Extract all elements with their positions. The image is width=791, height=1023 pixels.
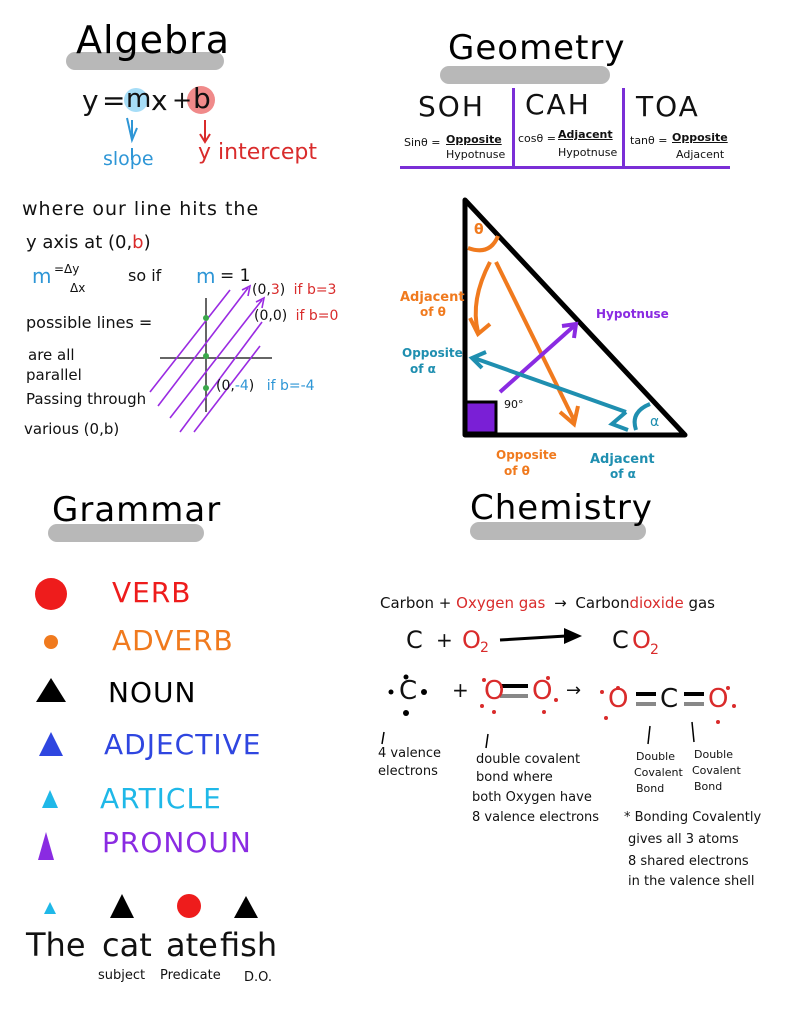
double-bond-line4: 8 valence electrons <box>472 810 600 825</box>
legend-pronoun: PRONOUN <box>102 826 252 859</box>
dcb2-line3: Bond <box>694 780 723 793</box>
slope-label: slope <box>103 148 154 170</box>
adjacent-alpha-2: of α <box>610 467 636 481</box>
eq-oxygen-sub: 2 <box>480 640 489 656</box>
eq-plus: + <box>172 86 193 114</box>
double-bond-line1: double covalent <box>476 752 581 767</box>
opposite-theta-2: of θ <box>504 464 530 478</box>
eq-carbon: C <box>406 626 423 654</box>
pt3-b: -4 <box>234 378 249 394</box>
dcb1-line2: Covalent <box>634 766 683 779</box>
pt2-text: (0,0) <box>254 308 288 324</box>
algebra-note-line1: where our line hits the <box>22 198 260 220</box>
sentence-word-fish: fish <box>220 926 278 964</box>
eq-equals: = <box>102 84 126 117</box>
predicate-label: Predicate <box>160 968 221 983</box>
algebra-title: Algebra <box>76 18 231 62</box>
pt2-if: if b=0 <box>295 308 339 324</box>
m-frac-bottom: Δx <box>70 281 86 295</box>
toa-head: TOA <box>636 90 700 123</box>
hypotnuse-label: Hypotnuse <box>596 307 669 321</box>
note-text: y axis at (0, <box>26 232 133 253</box>
note-b: b <box>132 232 144 253</box>
sentence-word-ate: ate <box>166 926 218 964</box>
lewis-oxygen-1: O <box>484 676 505 706</box>
theta-label: θ <box>474 222 484 238</box>
chemistry-title: Chemistry <box>470 488 653 528</box>
bonding-note-1: * Bonding Covalently <box>624 810 762 825</box>
opposite-alpha-1: Opposite <box>402 346 463 360</box>
m-eq-label: m <box>196 264 216 288</box>
rx-carbon2: Carbon <box>575 594 630 612</box>
m-label: m <box>32 264 52 288</box>
lewis-arrow: → <box>566 680 582 701</box>
eq-x: x <box>151 84 168 117</box>
opposite-theta-1: Opposite <box>496 448 557 462</box>
right-angle-label: 90° <box>504 398 524 411</box>
pt1-text: (0, <box>252 282 271 298</box>
sentence-word-cat: cat <box>102 926 152 964</box>
bonding-note-3: 8 shared electrons <box>628 854 749 869</box>
eq-plus-sign: + <box>436 628 453 652</box>
double-bond-line3: both Oxygen have <box>472 790 592 805</box>
grammar-title: Grammar <box>52 490 222 530</box>
toa-fn: tanθ = <box>630 134 668 147</box>
pt3-text: (0, <box>216 378 235 394</box>
cah-head: CAH <box>525 88 591 121</box>
soh-den: Hypotnuse <box>446 148 506 161</box>
toa-den: Adjacent <box>676 148 725 161</box>
soh-num: Opposite <box>446 133 502 146</box>
legend-noun: NOUN <box>108 676 197 709</box>
so-if-text: so if <box>128 266 162 285</box>
cah-num: Adjacent <box>558 128 613 141</box>
dcb2-line1: Double <box>694 748 733 761</box>
valence-line1: 4 valence <box>378 746 442 761</box>
valence-line2: electrons <box>378 764 438 779</box>
cah-fn: cosθ = <box>518 132 556 145</box>
geometry-title: Geometry <box>448 28 626 68</box>
adjacent-theta-1: Adjacent <box>400 290 465 305</box>
bonding-note-2: gives all 3 atoms <box>628 832 739 847</box>
pt3-if: if b=-4 <box>266 378 315 394</box>
legend-adjective: ADJECTIVE <box>104 728 262 761</box>
eq-m: m <box>126 84 152 114</box>
possible-lines-text: possible lines = <box>26 313 153 332</box>
pt1-close: ) <box>279 282 286 298</box>
eq-y: y <box>82 84 99 117</box>
direct-object-label: D.O. <box>244 970 272 985</box>
soh-fn: Sinθ = <box>404 136 441 149</box>
eq-co2-carbon: C <box>612 626 629 654</box>
eq-co2-oxygen: O <box>632 626 651 654</box>
pt1-b: 3 <box>270 282 280 298</box>
dcb2-line2: Covalent <box>692 764 741 777</box>
eq-b: b <box>193 82 211 115</box>
lewis-carbon: C <box>399 676 418 706</box>
legend-verb: VERB <box>112 576 192 609</box>
rx-arrow: → <box>554 594 567 612</box>
legend-adverb: ADVERB <box>112 624 234 657</box>
dcb1-line3: Bond <box>636 782 665 795</box>
rx-carbon: Carbon + <box>380 594 452 612</box>
opposite-alpha-2: of α <box>410 362 436 376</box>
passing-through-text: Passing through <box>26 390 147 408</box>
rx-oxygen: Oxygen gas <box>456 594 546 612</box>
soh-head: SOH <box>418 90 485 123</box>
alpha-label: α <box>650 414 660 430</box>
rx-gas: gas <box>688 594 715 612</box>
intercept-label: y intercept <box>198 140 318 165</box>
eq-co2-sub: 2 <box>650 642 659 658</box>
lewis-oxygen-2: O <box>532 676 553 706</box>
eq-one: = 1 <box>220 266 251 286</box>
rx-dioxide: dioxide <box>629 594 684 612</box>
eq-oxygen: O <box>462 626 481 654</box>
toa-num: Opposite <box>672 131 728 144</box>
bonding-note-4: in the valence shell <box>628 874 755 889</box>
are-all-text: are all <box>28 346 75 364</box>
lewis-co2-oxygen-2: O <box>708 684 729 714</box>
pt3-close: ) <box>248 378 255 394</box>
dcb1-line1: Double <box>636 750 675 763</box>
pt1-if: if b=3 <box>293 282 337 298</box>
adjacent-alpha-1: Adjacent <box>590 452 655 467</box>
m-frac-top: =Δy <box>54 262 80 276</box>
legend-article: ARTICLE <box>100 782 222 815</box>
parallel-text: parallel <box>26 366 82 384</box>
cah-den: Hypotnuse <box>558 146 618 159</box>
lewis-plus: + <box>452 678 469 702</box>
various-text: various (0,b) <box>24 420 120 438</box>
lewis-co2-carbon: C <box>660 684 679 714</box>
note-paren: ) <box>143 232 151 253</box>
adjacent-theta-2: of θ <box>420 305 446 319</box>
subject-label: subject <box>98 968 146 983</box>
sentence-word-the: The <box>26 926 86 964</box>
double-bond-line2: bond where <box>476 770 553 785</box>
lewis-co2-oxygen-1: O <box>608 684 629 714</box>
